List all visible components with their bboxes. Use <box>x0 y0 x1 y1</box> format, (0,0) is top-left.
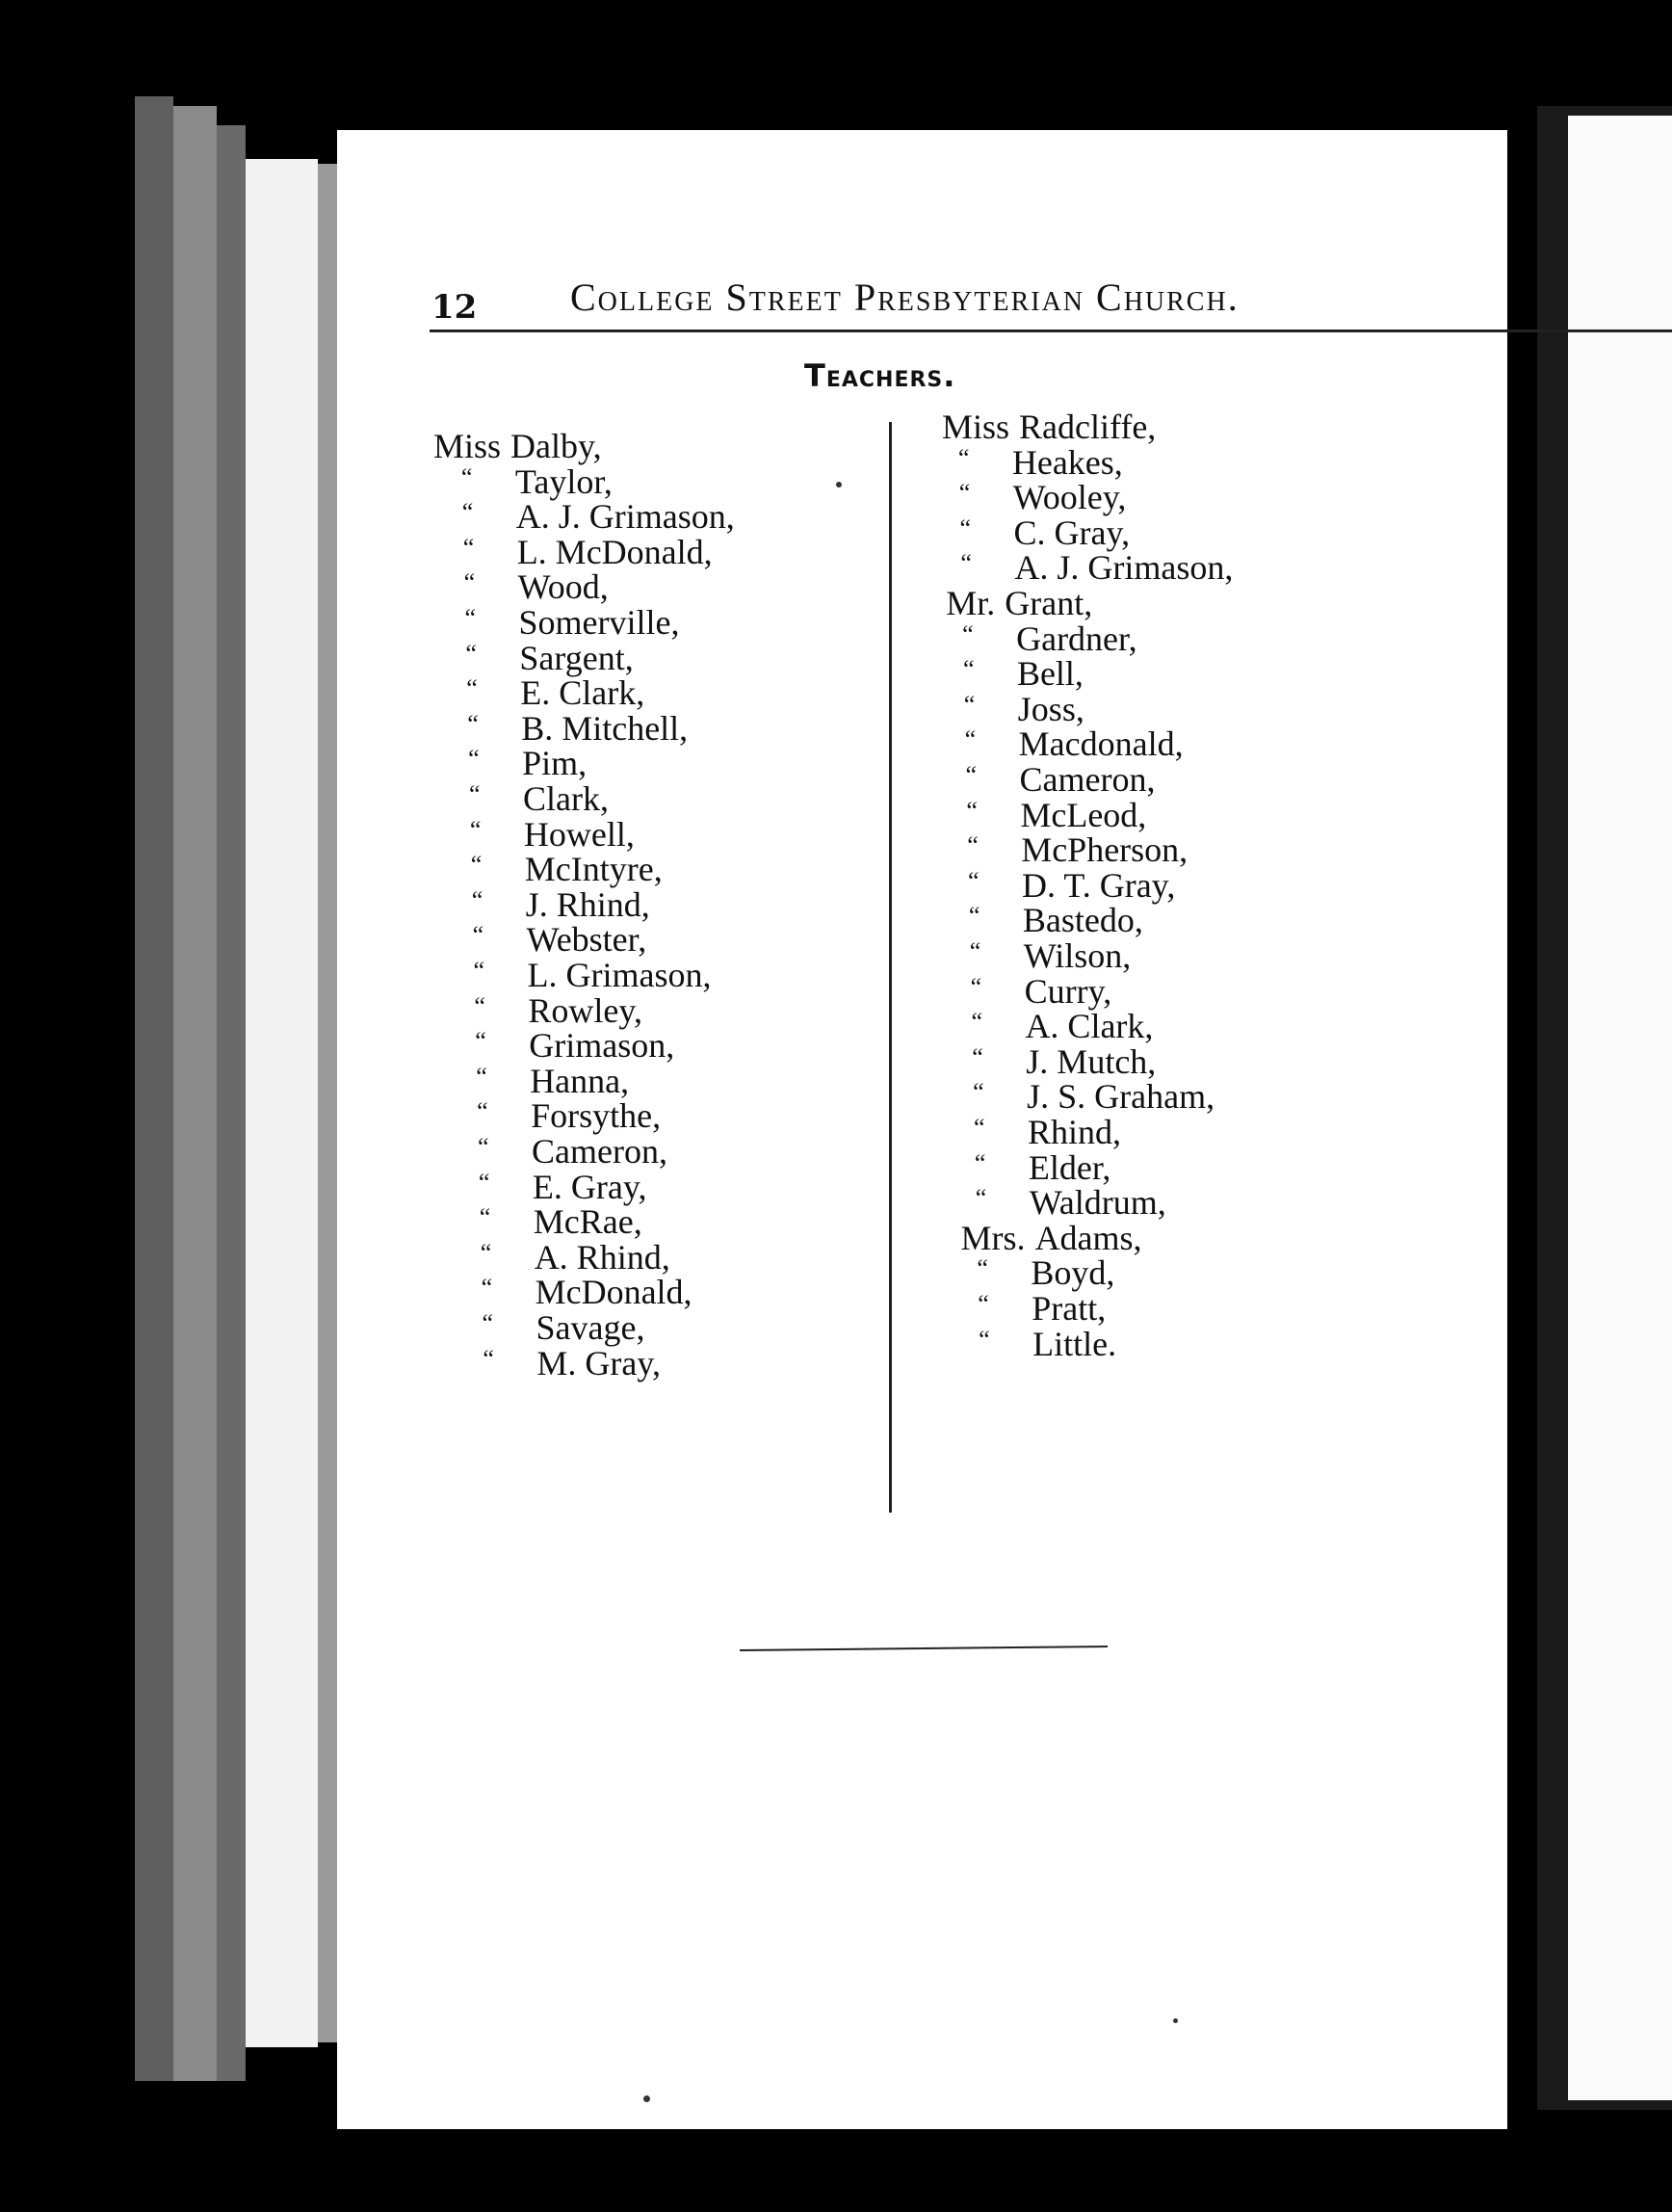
ditto-mark: “ <box>972 1042 983 1071</box>
teacher-name: Wooley, <box>1012 478 1127 517</box>
honorific: Miss <box>433 427 502 465</box>
book-edge-strip <box>246 159 318 2047</box>
ditto-mark: “ <box>471 885 483 914</box>
ditto-mark: “ <box>973 1078 984 1107</box>
ditto-mark: “ <box>962 619 974 648</box>
column-divider <box>889 422 892 1513</box>
teacher-name: Bell, <box>1016 654 1084 694</box>
teacher-name: Bastedo, <box>1022 901 1143 940</box>
teacher-name: Waldrum, <box>1029 1183 1166 1223</box>
teacher-name: Radcliffe, <box>1019 408 1157 446</box>
ditto-mark: “ <box>470 851 483 880</box>
running-head-rule <box>430 329 1672 332</box>
teacher-name: B. Mitchell, <box>521 708 689 748</box>
teacher-name: Cameron, <box>532 1132 667 1171</box>
ditto-mark: “ <box>964 725 977 754</box>
teacher-name: A. Rhind, <box>534 1237 670 1277</box>
ditto-mark: “ <box>460 462 473 491</box>
facing-page-sliver <box>1568 116 1672 2100</box>
teacher-name: Somerville, <box>518 603 680 642</box>
ditto-mark: “ <box>965 761 978 789</box>
teacher-name: Pratt, <box>1032 1289 1107 1328</box>
teacher-name: M. Gray, <box>536 1343 662 1382</box>
ditto-mark: “ <box>967 831 979 860</box>
teacher-name: A. J. Grimason, <box>1014 548 1234 588</box>
teacher-name: Hanna, <box>530 1061 630 1100</box>
ditto-mark: “ <box>481 1274 493 1303</box>
teacher-name: L. McDonald, <box>516 532 713 571</box>
teacher-name: Little. <box>1032 1324 1117 1363</box>
teacher-name: Savage, <box>536 1308 645 1347</box>
teacher-name: Grant, <box>1005 584 1093 622</box>
teacher-name: Adams, <box>1034 1218 1142 1257</box>
teacher-name: Cameron, <box>1019 760 1156 799</box>
ditto-mark: “ <box>977 1254 988 1283</box>
book-edge-strip <box>217 125 246 2081</box>
ditto-mark: “ <box>978 1290 989 1318</box>
book-edge-strip <box>173 106 217 2081</box>
teacher-name: Wilson, <box>1023 936 1132 975</box>
ditto-mark: “ <box>469 780 481 808</box>
teacher-name: Elder, <box>1028 1147 1111 1187</box>
teacher-name: McPherson, <box>1021 830 1189 870</box>
teacher-name: Clark, <box>523 779 609 818</box>
ditto-mark: “ <box>963 690 976 719</box>
print-speck <box>1173 2018 1178 2023</box>
ditto-mark: “ <box>966 796 978 825</box>
teacher-name: Webster, <box>526 920 647 960</box>
ditto-mark: “ <box>960 549 972 578</box>
teacher-name: A. J. Grimason, <box>515 497 735 537</box>
ditto-mark: “ <box>475 1027 486 1056</box>
ditto-mark: “ <box>970 972 982 1001</box>
teacher-name: L. Grimason, <box>527 956 712 994</box>
teacher-name: Boyd, <box>1031 1253 1115 1293</box>
ditto-mark: “ <box>479 1203 491 1232</box>
ditto-mark: “ <box>483 1344 494 1373</box>
ditto-mark: “ <box>464 604 477 632</box>
teacher-name: Curry, <box>1024 971 1112 1011</box>
teacher-name: Gardner, <box>1016 619 1137 658</box>
ditto-mark: “ <box>968 866 980 895</box>
section-title: Teachers. <box>804 357 956 394</box>
book-page <box>337 130 1507 2129</box>
teacher-name: McLeod, <box>1020 795 1147 834</box>
teacher-name: Dalby, <box>510 427 602 465</box>
closing-rule <box>740 1646 1108 1651</box>
ditto-mark: “ <box>975 1184 987 1213</box>
teacher-name: Macdonald, <box>1018 724 1184 764</box>
ditto-mark: “ <box>468 745 480 774</box>
teacher-name: J. S. Graham, <box>1027 1077 1215 1117</box>
ditto-mark: “ <box>974 1148 986 1177</box>
teacher-name: J. Rhind, <box>525 884 650 924</box>
teacher-name: McIntyre, <box>524 850 663 889</box>
ditto-mark: “ <box>974 1114 985 1142</box>
ditto-mark: “ <box>957 443 970 472</box>
ditto-mark: “ <box>971 1008 982 1037</box>
ditto-mark: “ <box>968 902 980 931</box>
ditto-mark: “ <box>480 1238 492 1267</box>
ditto-mark: “ <box>478 1133 489 1161</box>
ditto-mark: “ <box>474 991 485 1020</box>
teacher-name: Grimason, <box>529 1026 675 1066</box>
ditto-mark: “ <box>958 479 971 508</box>
page-number: 12 <box>431 288 478 327</box>
ditto-mark: “ <box>462 533 475 562</box>
ditto-mark: “ <box>469 815 482 844</box>
teacher-name: A. Clark, <box>1025 1007 1154 1046</box>
teacher-name: J. Mutch, <box>1026 1041 1157 1081</box>
teacher-entry <box>433 427 602 465</box>
teacher-name: E. Gray, <box>532 1167 647 1206</box>
teacher-name: McDonald, <box>535 1273 692 1312</box>
ditto-mark: “ <box>467 709 479 738</box>
ditto-mark: “ <box>959 514 972 542</box>
ditto-mark: “ <box>465 639 477 668</box>
teacher-name: Forsythe, <box>531 1096 662 1136</box>
ditto-mark: “ <box>962 655 975 684</box>
ditto-mark: “ <box>466 674 478 703</box>
teacher-name: Joss, <box>1017 689 1084 728</box>
book-edge-strip <box>318 164 337 2042</box>
running-head-title: College Street Presbyterian Church. <box>570 276 1240 319</box>
print-speck <box>643 2095 650 2102</box>
print-speck <box>836 482 842 487</box>
teacher-entry <box>942 408 1156 446</box>
teacher-name: Sargent, <box>519 638 634 677</box>
ditto-mark: “ <box>482 1309 494 1337</box>
ditto-mark: “ <box>477 1097 488 1126</box>
teacher-name: Rhind, <box>1028 1113 1122 1151</box>
teacher-name: McRae, <box>533 1202 642 1242</box>
teacher-name: C. Gray, <box>1013 513 1131 552</box>
teacher-name: D. T. Gray, <box>1022 865 1176 905</box>
ditto-mark: “ <box>473 957 485 985</box>
teacher-name: Rowley, <box>528 990 643 1030</box>
ditto-mark: “ <box>478 1168 490 1197</box>
teacher-name: Pim, <box>522 744 588 783</box>
teacher-name: Taylor, <box>514 461 613 501</box>
honorific: Mrs. <box>960 1218 1026 1257</box>
honorific: Mr. <box>946 584 996 622</box>
ditto-mark: “ <box>472 921 484 950</box>
ditto-mark: “ <box>969 937 981 965</box>
teacher-name: E. Clark, <box>520 673 645 713</box>
teacher-name: Howell, <box>523 814 635 854</box>
book-edge-strip <box>135 96 173 2081</box>
teacher-name: Wood, <box>517 567 609 607</box>
ditto-mark: “ <box>461 498 474 527</box>
honorific: Miss <box>942 408 1010 446</box>
ditto-mark: “ <box>979 1325 990 1354</box>
ditto-mark: “ <box>463 568 476 597</box>
teacher-name: Heakes, <box>1011 442 1123 482</box>
ditto-mark: “ <box>476 1062 487 1091</box>
facing-page-edge <box>1537 106 1672 2110</box>
